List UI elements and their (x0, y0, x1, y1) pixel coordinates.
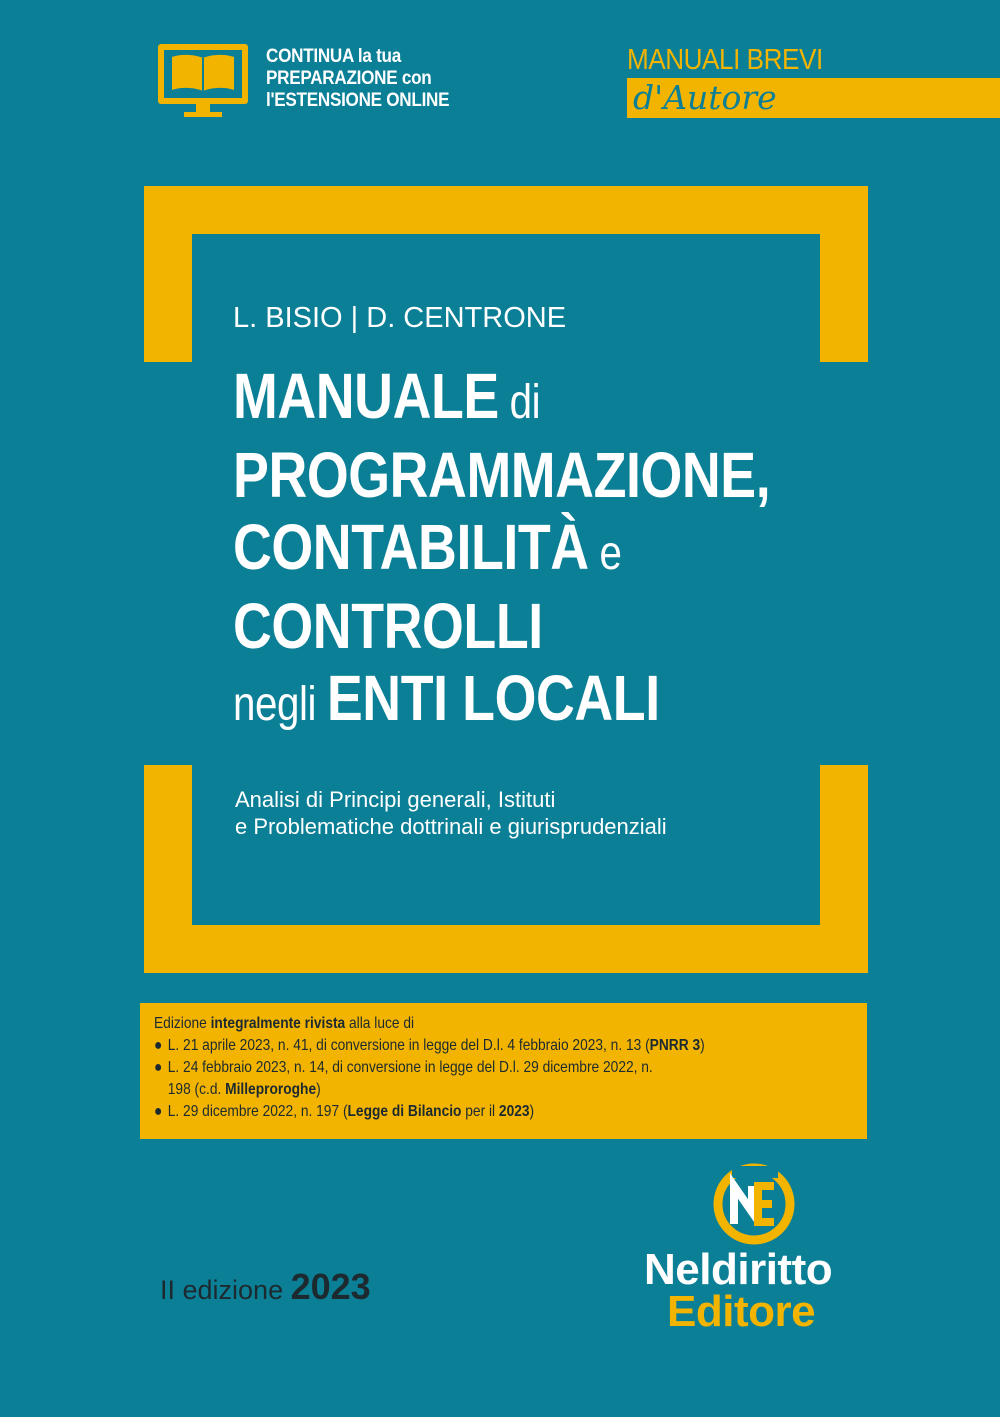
title-word-contabilita: CONTABILITÀ (233, 511, 589, 583)
title-word-enti-locali: ENTI LOCALI (326, 662, 660, 734)
online-extension-promo (266, 46, 449, 112)
subtitle (235, 786, 667, 840)
subtitle-line2: e Problematiche dottrinali e giurisprudenziali (235, 814, 667, 839)
title-word-manuale: MANUALE (233, 360, 499, 432)
title-line-programmazione: PROGRAMMAZIONE, (233, 439, 771, 511)
edition-note-item2 (154, 1057, 705, 1079)
item2-text-d: ) (316, 1081, 321, 1098)
authors: L. BISIO | D. CENTRONE (233, 302, 567, 334)
frame-bottom-left (144, 765, 192, 973)
intro-text-b: integralmente rivista (210, 1015, 346, 1032)
edition-year: 2023 (290, 1266, 371, 1307)
intro-text-a: Edizione (154, 1015, 211, 1032)
item3-text-a: L. 29 dicembre 2022, n. 197 ( (167, 1103, 348, 1120)
item3-text-d: 2023 (498, 1103, 530, 1120)
bullet-icon: ● (154, 1059, 163, 1076)
series-subname: d'Autore (633, 78, 777, 117)
promo-line2-rest: con (397, 68, 432, 89)
book-title (233, 360, 873, 741)
edition-note-intro (154, 1013, 705, 1035)
frame-top (144, 186, 868, 234)
item2-text-a: L. 24 febbraio 2023, n. 14, di conversione in legge del D.l. 29 dicembre 2022, n. (167, 1059, 653, 1076)
promo-line1-rest: la tua (353, 46, 401, 67)
intro-text-c: alla luce di (345, 1015, 415, 1032)
edition-note-band (140, 1003, 867, 1139)
bullet-icon: ● (154, 1103, 163, 1120)
title-word-e: e (588, 527, 622, 580)
series-name: MANUALI BREVI (627, 44, 823, 76)
item1-text-c: ) (700, 1037, 705, 1054)
item3-text-e: ) (529, 1103, 535, 1120)
item2-text-b: 198 (c.d. (167, 1081, 226, 1098)
bullet-icon: ● (154, 1037, 163, 1054)
edition-note-item3 (154, 1101, 705, 1123)
title-word-negli: negli (233, 678, 327, 731)
promo-line2-bold: PREPARAZIONE (266, 68, 398, 89)
subtitle-line1: Analisi di Principi generali, Istituti (235, 787, 556, 812)
item1-text-a: L. 21 aprile 2023, n. 41, di conversione in legge del D.l. 4 febbraio 2023, n. 13 ( (167, 1037, 650, 1054)
item3-text-c: per il (461, 1103, 499, 1120)
edition-text: II edizione (160, 1275, 291, 1305)
promo-line1-bold: CONTINUA (266, 46, 354, 67)
monitor-book-icon (156, 42, 250, 118)
edition-note-item1 (154, 1035, 705, 1057)
frame-top-right (820, 186, 868, 362)
frame-bottom-right (820, 765, 868, 973)
title-word-di: di (498, 376, 541, 429)
item3-text-b: Legge di Bilancio (347, 1103, 462, 1120)
item2-text-c: Milleproroghe (225, 1081, 317, 1098)
item1-text-b: PNRR 3 (649, 1037, 701, 1054)
frame-top-left (144, 186, 192, 362)
publisher-sub: Editore (667, 1287, 816, 1336)
frame-bottom (144, 925, 868, 973)
edition-label (160, 1266, 371, 1308)
title-line-controlli: CONTROLLI (233, 590, 543, 662)
edition-note-item2-cont (154, 1079, 705, 1101)
publisher-name: Neldiritto (644, 1245, 833, 1294)
ne-logo-icon (712, 1162, 796, 1246)
promo-line3: l'ESTENSIONE ONLINE (266, 90, 450, 111)
